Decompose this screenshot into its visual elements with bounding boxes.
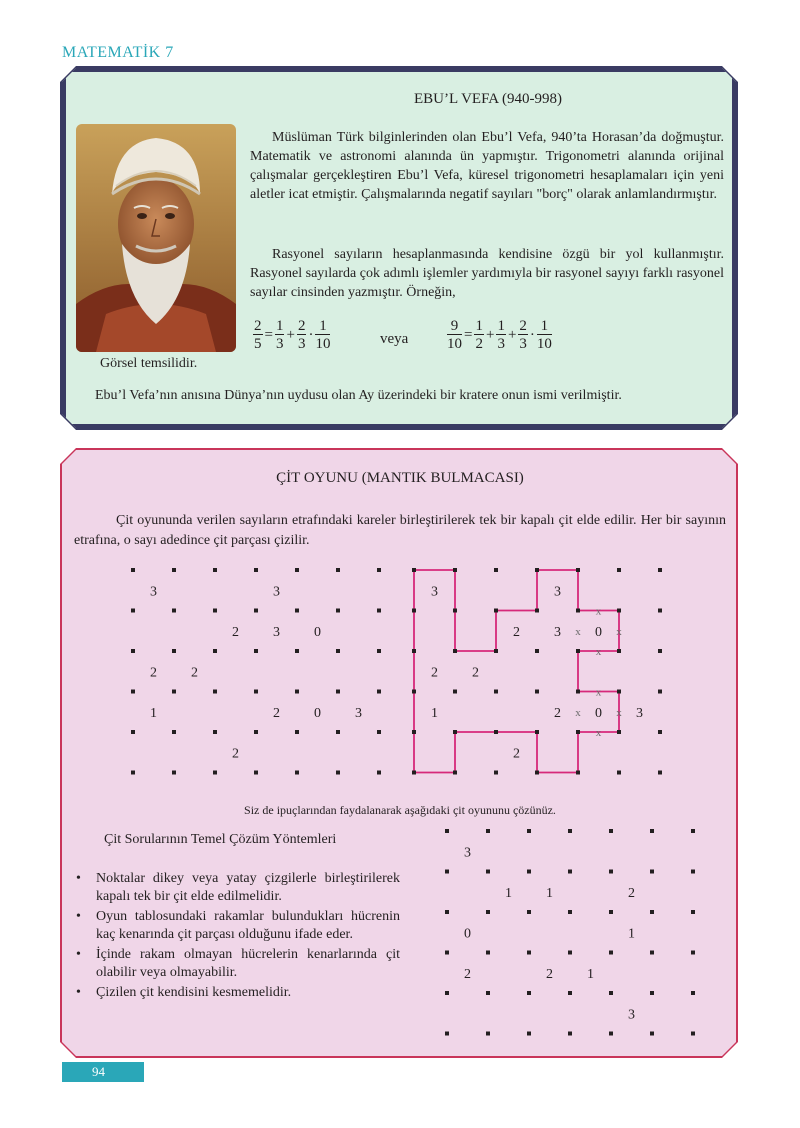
grid-dot <box>494 609 498 613</box>
cross-mark: x <box>595 727 602 739</box>
grid-dot <box>609 991 613 995</box>
clue-number: 2 <box>273 705 280 721</box>
clue-number: 1 <box>505 885 512 901</box>
clue-number: 1 <box>546 885 553 901</box>
fence-path <box>414 570 619 773</box>
clue-number: 2 <box>513 746 520 762</box>
eq2-e-numerator: 1 <box>537 318 552 335</box>
dot-sign: · <box>308 327 314 343</box>
eq1-lhs-denominator: 5 <box>254 336 262 352</box>
cross-mark: x <box>595 646 602 658</box>
eq2-e-denominator: 10 <box>536 336 552 352</box>
grid-dot <box>650 870 654 874</box>
clue-number: 1 <box>431 705 438 721</box>
grid-dot <box>377 609 381 613</box>
grid-dot <box>412 690 416 694</box>
grid-dot <box>650 910 654 914</box>
clue-number: 2 <box>546 966 553 982</box>
grid-dot <box>494 730 498 734</box>
game-title: ÇİT OYUNU (MANTIK BULMACASI) <box>276 470 524 486</box>
grid-dot <box>486 1032 490 1036</box>
grid-dot <box>576 771 580 775</box>
grid-dot <box>336 609 340 613</box>
grid-dot <box>453 690 457 694</box>
clue-number: 1 <box>628 926 635 942</box>
bio-paragraph-1: Müslüman Türk bilginlerinden olan Ebu’l Vefa, 940’ta Horasan’da doğmuştur. Matematik ve astronomi alanında ün yapmıştır. Trigonometri alanında orijinal çalışmalar gerçekleştiren Ebu’l Vefa, küresel trigonometri hesaplamaları için yeni aletler icat etmiştir. Çalışmalarında negatif sayıları "borç" olarak anlamlandırmıştır. <box>250 130 724 202</box>
clue-number: 0 <box>464 926 471 942</box>
clue-number: 2 <box>628 885 635 901</box>
grid-dot <box>131 771 135 775</box>
grid-dot <box>377 771 381 775</box>
eq2-a-denominator: 2 <box>475 336 483 352</box>
plus-sign: + <box>507 327 517 343</box>
grid-dot <box>527 870 531 874</box>
eq2-lhs-denominator: 10 <box>447 336 462 352</box>
grid-dot <box>254 568 258 572</box>
grid-dot <box>172 771 176 775</box>
grid-dot <box>377 730 381 734</box>
clue-number: 2 <box>232 746 239 762</box>
method-item: • Oyun tablosundaki rakamlar bulundukları hücrenin kaç kenarında çit parçası olduğunu ifade eder. <box>74 908 400 944</box>
grid-dot <box>412 649 416 653</box>
grid-dot <box>377 568 381 572</box>
clue-number: 1 <box>587 966 594 982</box>
grid-dot <box>691 951 695 955</box>
grid-dot <box>568 829 572 833</box>
grid-dot <box>445 951 449 955</box>
grid-dot <box>295 649 299 653</box>
eq2-c-numerator: 2 <box>519 318 527 334</box>
clue-number: 2 <box>513 624 520 640</box>
grid-dot <box>295 771 299 775</box>
grid-dot <box>691 870 695 874</box>
plus-sign: + <box>485 327 495 343</box>
clue-number: 3 <box>628 1007 635 1023</box>
clue-number: 3 <box>273 584 280 600</box>
grid-dot <box>213 690 217 694</box>
grid-dot <box>576 568 580 572</box>
grid-dot <box>494 568 498 572</box>
grid-dot <box>295 730 299 734</box>
grid-dot <box>691 829 695 833</box>
grid-dot <box>535 609 539 613</box>
grid-dot <box>527 910 531 914</box>
clue-number: 0 <box>595 624 602 640</box>
eq2-b-denominator: 3 <box>497 336 505 352</box>
clue-number: 2 <box>191 665 198 681</box>
grid-dot <box>658 690 662 694</box>
equals-sign: = <box>264 327 273 343</box>
puzzle-solved <box>412 568 662 775</box>
cross-mark: x <box>616 625 622 638</box>
grid-dot <box>486 829 490 833</box>
bio-footer: Ebu’l Vefa’nın anısına Dünya’nın uydusu olan Ay üzerindeki bir kratere onun ismi verilmiştir. <box>95 388 622 403</box>
grid-dot <box>445 1032 449 1036</box>
grid-dot <box>527 1032 531 1036</box>
clue-number: 3 <box>554 584 561 600</box>
grid-dot <box>131 568 135 572</box>
grid-dot <box>295 609 299 613</box>
grid-dot <box>377 649 381 653</box>
grid-dot <box>494 649 498 653</box>
grid-dot <box>336 690 340 694</box>
bio-title: EBU’L VEFA (940-998) <box>414 91 563 107</box>
clue-number: 1 <box>150 705 157 721</box>
clue-number: 3 <box>431 584 438 600</box>
method-item: • Noktalar dikey veya yatay çizgilerle birleştirilerek kapalı tek bir çit elde edilmelidir. <box>74 870 400 906</box>
methods-list <box>74 870 400 1004</box>
grid-dot <box>412 730 416 734</box>
eq2-lhs-numerator: 9 <box>447 318 462 335</box>
grid-dot <box>445 829 449 833</box>
clue-number: 2 <box>431 665 438 681</box>
clue-number: 2 <box>472 665 479 681</box>
grid-dot <box>535 568 539 572</box>
eq1-a-numerator: 1 <box>275 318 284 334</box>
clue-number: 3 <box>554 624 561 640</box>
eq1-b-numerator: 2 <box>297 318 306 334</box>
grid-dot <box>336 730 340 734</box>
eq2-c-denominator: 3 <box>519 336 527 352</box>
cross-mark: x <box>575 706 581 719</box>
dot-sign: · <box>529 327 535 343</box>
grid-dot <box>131 609 135 613</box>
grid-dot <box>617 730 621 734</box>
grid-dot <box>336 568 340 572</box>
grid-dot <box>254 690 258 694</box>
grid-dot <box>172 568 176 572</box>
eq1-lhs-numerator: 2 <box>254 318 262 334</box>
grid-dot <box>535 690 539 694</box>
grid-dot <box>486 951 490 955</box>
cross-mark: x <box>575 625 581 638</box>
grid-dot <box>213 609 217 613</box>
grid-dot <box>213 730 217 734</box>
puzzle-example <box>131 568 381 775</box>
equals-sign: = <box>464 327 473 343</box>
eq1-c-numerator: 1 <box>315 318 330 335</box>
game-description: Çit oyununda verilen sayıların etrafındaki kareler birleştirilerek tek bir kapalı çit elde edilir. Her bir sayının etrafına, o sayı adedince çit parçası çizilir. <box>74 513 726 548</box>
grid-dot <box>486 991 490 995</box>
grid-dot <box>617 771 621 775</box>
clue-number: 3 <box>150 584 157 600</box>
grid-dot <box>131 730 135 734</box>
grid-dot <box>254 771 258 775</box>
grid-dot <box>131 690 135 694</box>
grid-dot <box>412 771 416 775</box>
cross-mark: x <box>595 686 602 699</box>
method-item: • İçinde rakam olmayan hücrelerin kenarlarında çit olabilir veya olmayabilir. <box>74 946 400 982</box>
page-number: 94 <box>62 1062 144 1082</box>
grid-dot <box>535 649 539 653</box>
eq1-a-denominator: 3 <box>275 336 284 352</box>
grid-dot <box>576 649 580 653</box>
clue-number: 3 <box>464 845 471 861</box>
grid-dot <box>568 991 572 995</box>
grid-dot <box>377 690 381 694</box>
grid-dot <box>609 870 613 874</box>
grid-dot <box>658 568 662 572</box>
clue-number: 0 <box>314 705 321 721</box>
grid-dot <box>650 1032 654 1036</box>
grid-dot <box>172 609 176 613</box>
grid-dot <box>412 609 416 613</box>
clue-number: 2 <box>554 705 561 721</box>
veya-label: veya <box>380 331 409 347</box>
clue-number: 3 <box>273 624 280 640</box>
grid-dot <box>494 771 498 775</box>
grid-dot <box>617 609 621 613</box>
grid-dot <box>486 910 490 914</box>
grid-dot <box>576 609 580 613</box>
clue-number: 3 <box>636 705 643 721</box>
clue-number: 2 <box>232 624 239 640</box>
plus-sign: + <box>286 327 295 343</box>
game-instruction: Siz de ipuçlarından faydalanarak aşağıdaki çit oyununu çözünüz. <box>244 803 556 817</box>
eq2-b-numerator: 1 <box>497 318 505 334</box>
grid-dot <box>617 568 621 572</box>
grid-dot <box>568 870 572 874</box>
grid-dot <box>576 730 580 734</box>
grid-dot <box>527 991 531 995</box>
clue-number: 3 <box>355 705 362 721</box>
grid-dot <box>617 649 621 653</box>
grid-dot <box>213 649 217 653</box>
grid-dot <box>453 730 457 734</box>
grid-dot <box>336 649 340 653</box>
grid-dot <box>494 690 498 694</box>
grid-dot <box>609 951 613 955</box>
grid-dot <box>453 609 457 613</box>
clue-number: 0 <box>595 705 602 721</box>
grid-dot <box>254 609 258 613</box>
puzzle-exercise <box>445 829 695 1036</box>
grid-dot <box>172 730 176 734</box>
method-item: • Çizilen çit kendisini kesmemelidir. <box>74 984 400 1002</box>
clue-number: 0 <box>314 624 321 640</box>
grid-dot <box>453 771 457 775</box>
grid-dot <box>412 568 416 572</box>
grid-dot <box>650 829 654 833</box>
grid-dot <box>617 690 621 694</box>
grid-dot <box>486 870 490 874</box>
portrait-caption: Görsel temsilidir. <box>100 356 198 371</box>
grid-dot <box>568 910 572 914</box>
grid-dot <box>213 771 217 775</box>
grid-dot <box>658 771 662 775</box>
clue-number: 2 <box>464 966 471 982</box>
clue-number: 2 <box>150 665 157 681</box>
eq2-a-numerator: 1 <box>475 318 483 334</box>
grid-dot <box>658 730 662 734</box>
grid-dot <box>535 730 539 734</box>
eq1-b-denominator: 3 <box>297 336 306 352</box>
grid-dot <box>609 829 613 833</box>
grid-dot <box>453 649 457 653</box>
grid-dot <box>691 910 695 914</box>
grid-dot <box>650 951 654 955</box>
grid-dot <box>609 1032 613 1036</box>
methods-title: Çit Sorularının Temel Çözüm Yöntemleri <box>104 832 337 847</box>
grid-dot <box>336 771 340 775</box>
grid-dot <box>254 649 258 653</box>
grid-dot <box>576 690 580 694</box>
cross-mark: x <box>616 706 622 719</box>
grid-dot <box>609 910 613 914</box>
grid-dot <box>295 568 299 572</box>
grid-dot <box>568 951 572 955</box>
grid-dot <box>172 690 176 694</box>
grid-dot <box>691 1032 695 1036</box>
grid-dot <box>131 649 135 653</box>
grid-dot <box>658 609 662 613</box>
grid-dot <box>445 910 449 914</box>
grid-dot <box>527 829 531 833</box>
grid-dot <box>535 771 539 775</box>
cross-mark: x <box>595 605 602 618</box>
grid-dot <box>172 649 176 653</box>
bio-paragraph-2: Rasyonel sayıların hesaplanmasında kendisine özgü bir yol kullanmıştır. Rasyonel sayılarda çok adımlı işlemler yardımıyla bir rasyonel sayıyı farklı rasyonel sayılar cinsinden yazmıştır. Örneğin, <box>250 247 724 300</box>
grid-dot <box>658 649 662 653</box>
grid-dot <box>213 568 217 572</box>
header-title: MATEMATİK 7 <box>62 44 174 61</box>
grid-dot <box>568 1032 572 1036</box>
grid-dot <box>254 730 258 734</box>
grid-dot <box>445 991 449 995</box>
grid-dot <box>295 690 299 694</box>
eq1-c-denominator: 10 <box>315 336 331 352</box>
grid-dot <box>691 991 695 995</box>
grid-dot <box>445 870 449 874</box>
grid-dot <box>453 568 457 572</box>
grid-dot <box>527 951 531 955</box>
grid-dot <box>650 991 654 995</box>
